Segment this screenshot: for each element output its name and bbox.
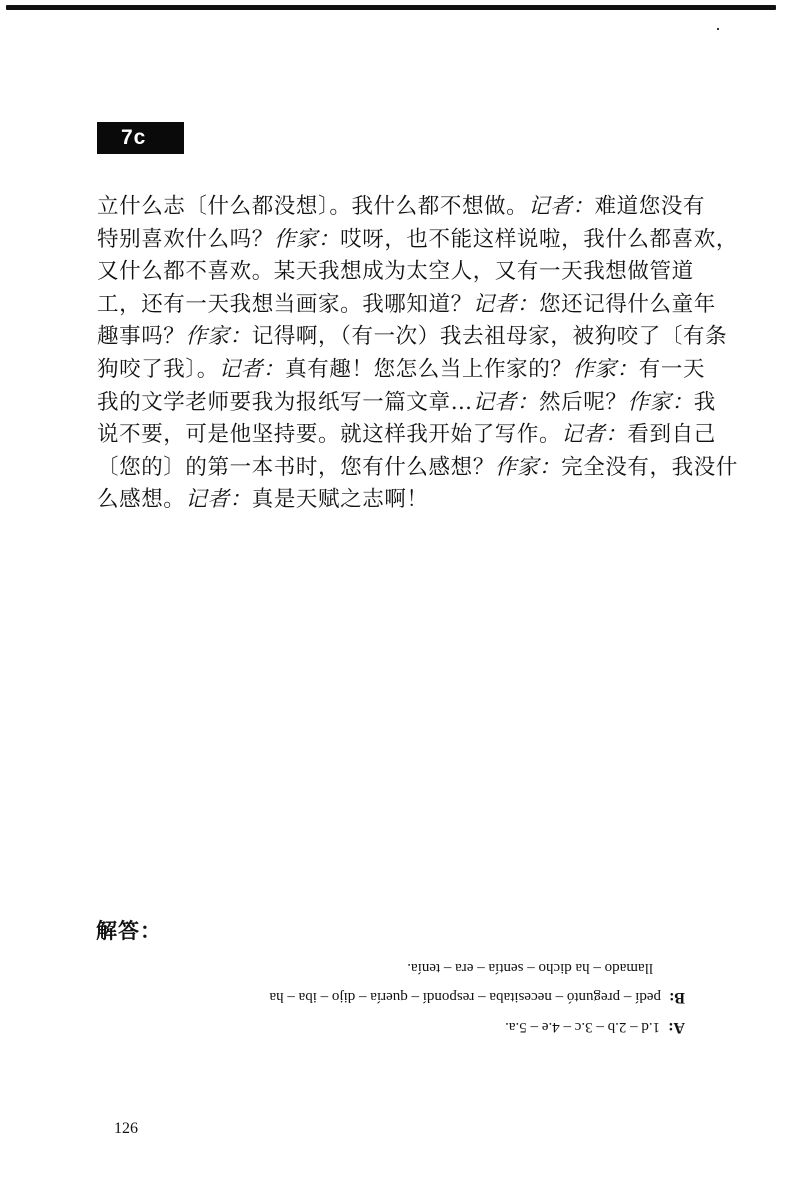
speaker-label: 作家： — [494, 454, 562, 480]
answer-b-row-continued — [95, 953, 685, 982]
dialogue-paragraph — [97, 191, 738, 517]
speaker-label: 作家： — [185, 324, 252, 350]
top-border-rule — [6, 5, 776, 10]
text-line — [97, 387, 716, 420]
speaker-label: 作家： — [572, 356, 639, 382]
text-line — [97, 256, 697, 289]
text-line — [97, 224, 738, 257]
text-line — [97, 191, 706, 224]
text-line — [97, 321, 728, 354]
answer-b-line1: pedí – preguntó – necesitaba – respondí – quería – dijo – iba – ha — [269, 989, 661, 1005]
dialogue-text: 狗咬了我〕。 — [97, 356, 219, 382]
text-line — [97, 289, 716, 322]
dialogue-text: 难道您没有 — [594, 194, 706, 219]
dialogue-text: 我 — [693, 389, 716, 415]
answer-a-text: 1.d – 2.b – 3.c – 4.e – 5.a. — [505, 1019, 661, 1035]
text-line — [97, 354, 706, 387]
dialogue-text: 然后呢？ — [539, 389, 628, 415]
dialogue-text: 完全没有，我没什 — [561, 454, 738, 480]
dialogue-text: 说不要，可是他坚持要。就这样我开始了写作。 — [97, 422, 562, 448]
dialogue-text: 立什么志〔什么都没想〕。我什么都不想做。 — [97, 194, 529, 219]
text-line — [97, 452, 738, 485]
dialogue-text: 真是天赋之志啊！ — [251, 487, 429, 513]
dialogue-text: 〔您的〕的第一本书时，您有什么感想？ — [97, 454, 495, 480]
dialogue-text: 趣事吗？ — [97, 324, 186, 350]
answer-b-line2: llamado – ha dicho – sentía – era – tenía. — [407, 960, 653, 976]
text-line — [97, 484, 697, 517]
page-number: 126 — [114, 1120, 138, 1137]
dialogue-text: 工，还有一天我想当画家。我哪知道？ — [97, 291, 473, 317]
scan-speck — [717, 28, 719, 30]
dialogue-text: 看到自己 — [627, 422, 716, 448]
dialogue-text: 又什么都不喜欢。某天我想成为太空人，又有一天我想做管道 — [97, 259, 694, 285]
dialogue-text: 特别喜欢什么吗？ — [97, 226, 274, 252]
speaker-label: 记者： — [561, 422, 628, 448]
text-line — [97, 419, 716, 452]
dialogue-text: 真有趣！您怎么当上作家的？ — [285, 356, 573, 382]
speaker-label: 记者： — [528, 194, 595, 219]
dialogue-text: 我的文学老师要我为报纸写一篇文章… — [97, 389, 473, 415]
speaker-label: 记者： — [185, 487, 252, 513]
answer-a-key: A: — [668, 1019, 685, 1036]
section-label: 7c — [97, 122, 184, 154]
answer-b-row — [95, 982, 685, 1012]
speaker-label: 作家： — [273, 226, 341, 252]
dialogue-text: 记得啊，（有一次）我去祖母家，被狗咬了〔有条 — [251, 324, 728, 350]
answers-heading: 解答： — [96, 919, 162, 943]
dialogue-text: 么感想。 — [97, 487, 186, 513]
dialogue-text: 您还记得什么童年 — [539, 291, 716, 317]
answer-b-key: B: — [669, 989, 685, 1006]
speaker-label: 记者： — [218, 356, 286, 382]
dialogue-text: 哎呀，也不能这样说啦，我什么都喜欢， — [340, 226, 738, 252]
speaker-label: 作家： — [627, 389, 694, 415]
answers-block-upside-down — [95, 952, 685, 1042]
dialogue-text: 有一天 — [638, 356, 706, 382]
speaker-label: 记者： — [472, 389, 540, 415]
answer-a-row — [95, 1012, 685, 1042]
speaker-label: 记者： — [472, 291, 540, 317]
